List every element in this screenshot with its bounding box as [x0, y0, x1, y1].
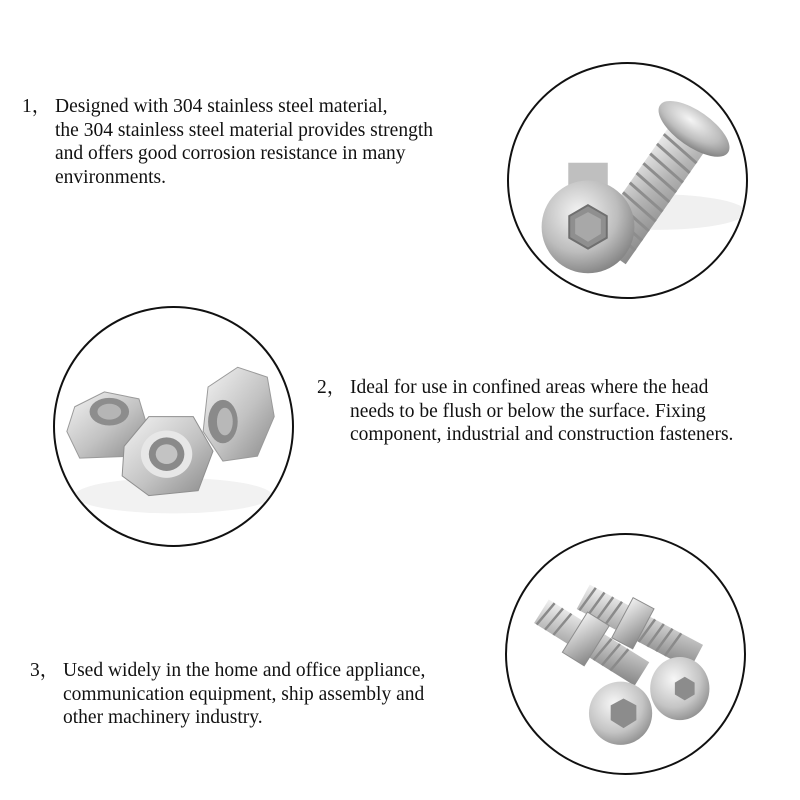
hex-nut-icon: [55, 308, 292, 545]
feature-text-line: needs to be flush or below the surface. Fixing: [350, 400, 706, 422]
feature-text-line: the 304 stainless steel material provides strength: [55, 119, 433, 141]
feature-number: 1，: [22, 96, 52, 117]
product-image-screws: [507, 62, 748, 299]
feature-text-line: and offers good corrosion resistance in many: [55, 143, 406, 164]
product-image-nuts: [53, 306, 294, 547]
feature-text-line: component, industrial and construction fasteners.: [350, 424, 734, 445]
feature-text-line: Used widely in the home and office appliance,: [63, 660, 426, 681]
product-image-screws-with-nuts: [505, 533, 746, 775]
feature-text-line: Ideal for use in confined areas where the head: [350, 377, 709, 398]
feature-text-line: Designed with 304 stainless steel material,: [55, 96, 388, 117]
feature-number: 3，: [30, 660, 60, 681]
feature-2: [317, 376, 800, 451]
screw-with-nut-icon: [507, 535, 744, 773]
feature-number: 2，: [317, 377, 347, 398]
feature-text-line: other machinery industry.: [63, 707, 263, 728]
feature-1: [22, 95, 502, 195]
feature-text-line: environments.: [55, 166, 167, 188]
button-head-screw-icon: [509, 64, 746, 297]
feature-3: [30, 659, 500, 734]
feature-text-line: communication equipment, ship assembly and: [63, 683, 425, 705]
